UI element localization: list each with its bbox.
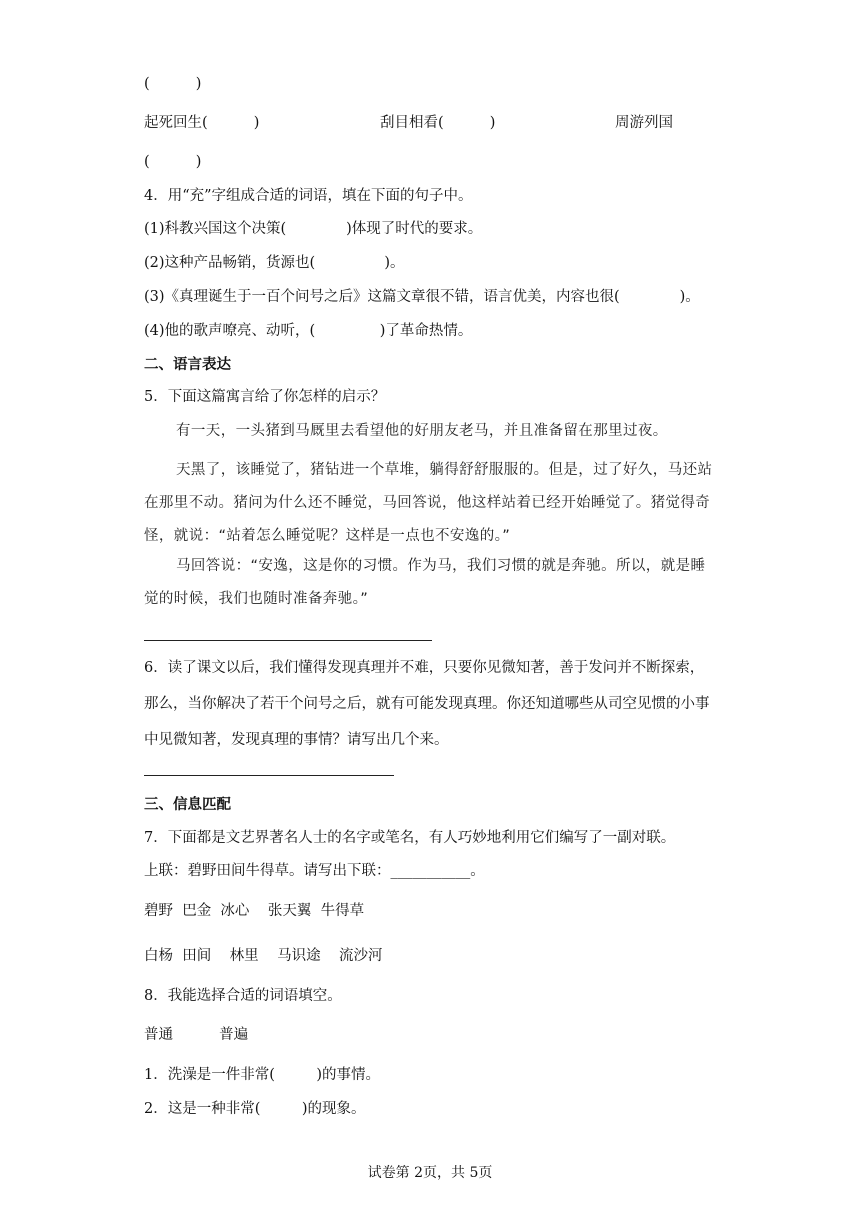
- answer-blank: ( ): [144, 154, 202, 170]
- name-list: 白杨 田间 林里 马识途 流沙河: [144, 948, 383, 964]
- answer-blank: ( ): [144, 76, 202, 92]
- answer-line: [144, 775, 394, 776]
- fable-paragraph: 天黑了，该睡觉了，猪钻进一个草堆，躺得舒舒服服的。但是，过了好久，马还站在那里不动。猪问为什么还不睡觉，马回答说，他这样站着已经开始睡觉了。猪觉得奇怪，就说：“站着怎么睡觉呢？这样是一点也不安逸的。”: [144, 462, 713, 544]
- question-4-item: (2)这种产品畅销，货源也( )。: [144, 255, 405, 271]
- section-heading: 二、语言表达: [144, 357, 231, 373]
- question-7-title: 7．下面都是文艺界著名人士的名字或笔名，有人巧妙地利用它们编写了一副对联。: [144, 830, 676, 846]
- word-choices: 普通 普遍: [144, 1027, 249, 1043]
- question-4-title: 4．用“充”字组成合适的词语，填在下面的句子中。: [144, 188, 473, 204]
- question-4-item: (3)《真理诞生于一百个问号之后》这篇文章很不错，语言优美，内容也很( )。: [144, 289, 700, 305]
- idiom-item: 周游列国: [615, 115, 673, 131]
- question-5-title: 5．下面这篇寓言给了你怎样的启示？: [144, 389, 386, 405]
- page-footer: 试卷第 2页，共 5页: [367, 1165, 493, 1181]
- couplet-prompt: 上联：碧野田间牛得草。请写出下联：___________。: [144, 863, 485, 879]
- name-list: 碧野 巴金 冰心 张天翼 牛得草: [144, 903, 365, 919]
- question-4-item: (1)科教兴国这个决策( )体现了时代的要求。: [144, 221, 483, 237]
- question-8-title: 8．我能选择合适的词语填空。: [144, 988, 342, 1004]
- question-6-text: 6．读了课文以后，我们懂得发现真理并不难，只要你见微知著，善于发问并不断探索，那么，当你解决了若干个问号之后，就有可能发现真理。你还知道哪些从司空见惯的小事中见微知著，发现真理的事情？请写出几个来。: [144, 660, 710, 748]
- fable-paragraph: 有一天，一头猪到马厩里去看望他的好朋友老马，并且准备留在那里过夜。: [176, 423, 668, 439]
- answer-line: [144, 640, 432, 641]
- question-8-item: 2．这是一种非常( )的现象。: [144, 1101, 366, 1117]
- question-4-item: (4)他的歌声嘹亮、动听，( )了革命热情。: [144, 323, 473, 339]
- idiom-item: 起死回生( ): [144, 115, 260, 131]
- fable-paragraph: 马回答说：“安逸，这是你的习惯。作为马，我们习惯的就是奔驰。所以，就是睡觉的时候，我们也随时准备奔驰。”: [144, 558, 706, 607]
- section-heading: 三、信息匹配: [144, 797, 231, 813]
- idiom-item: 刮目相看( ): [380, 115, 496, 131]
- question-8-item: 1．洗澡是一件非常( )的事情。: [144, 1067, 381, 1083]
